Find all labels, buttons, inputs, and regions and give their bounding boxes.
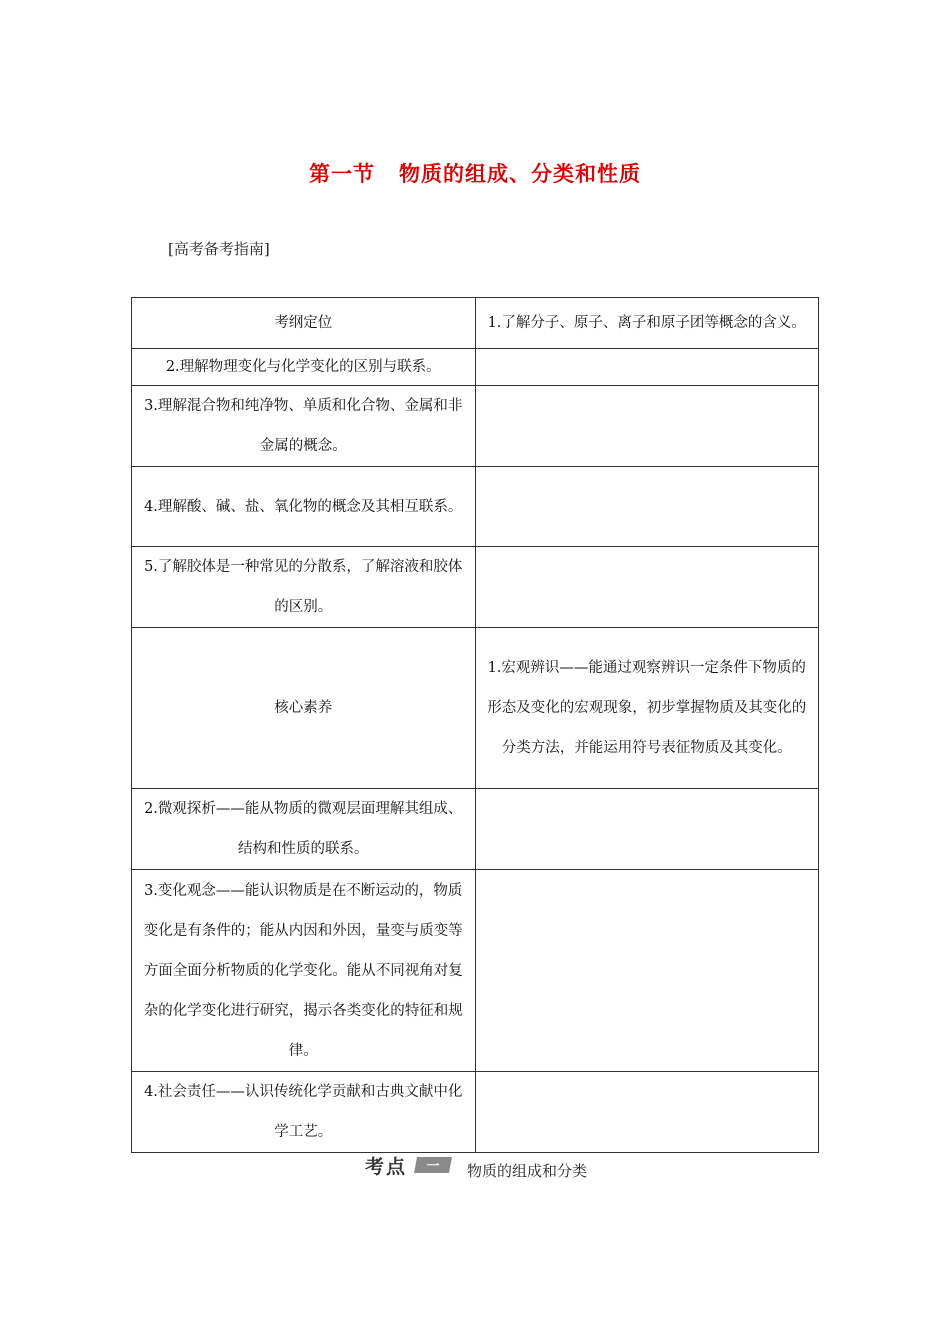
core-item-2: 2.微观探析——能从物质的微观层面理解其组成、结构和性质的联系。 bbox=[132, 789, 476, 870]
section-title: 物质的组成、分类和性质 bbox=[399, 162, 641, 186]
core-item-3: 3.变化观念——能认识物质是在不断运动的，物质变化是有条件的；能从内因和外因，量变与质变等方面全面分析物质的化学变化。能从不同视角对复杂的化学变化进行研究，揭示各类变化的特征和规律。 bbox=[132, 870, 476, 1072]
table-row bbox=[132, 789, 819, 870]
kaodian-badge-number: 一 bbox=[426, 1159, 440, 1174]
table-row bbox=[132, 298, 819, 349]
kaogang-item-4: 4.理解酸、碱、盐、氧化物的概念及其相互联系。 bbox=[132, 467, 476, 547]
core-item-1: 1.宏观辨识——能通过观察辨识一定条件下物质的形态及变化的宏观现象，初步掌握物质及其变化的分类方法，并能运用符号表征物质及其变化。 bbox=[475, 628, 819, 789]
kaogang-item-5: 5.了解胶体是一种常见的分散系，了解溶液和胶体的区别。 bbox=[132, 547, 476, 628]
table-row bbox=[132, 628, 819, 789]
kaodian-topic: 物质的组成和分类 bbox=[467, 1161, 588, 1180]
section-number: 第一节 bbox=[309, 162, 375, 186]
table-row bbox=[132, 349, 819, 386]
table-row bbox=[132, 1072, 819, 1153]
kaogang-item-2: 2.理解物理变化与化学变化的区别与联系。 bbox=[132, 349, 476, 386]
core-item-4: 4.社会责任——认识传统化学贡献和古典文献中化学工艺。 bbox=[132, 1072, 476, 1153]
kaodian-label: 考点 bbox=[365, 1155, 408, 1178]
kaogang-item-1: 1.了解分子、原子、离子和原子团等概念的含义。 bbox=[475, 298, 819, 349]
table-row bbox=[132, 870, 819, 1072]
page-title bbox=[0, 158, 950, 188]
table-row bbox=[132, 386, 819, 467]
kaodian-badge-icon bbox=[413, 1156, 453, 1174]
kaogang-item-3: 3.理解混合物和纯净物、单质和化合物、金属和非金属的概念。 bbox=[132, 386, 476, 467]
table-row bbox=[132, 547, 819, 628]
kaodian-header bbox=[365, 1150, 587, 1180]
core-heading: 核心素养 bbox=[132, 628, 476, 789]
guide-table bbox=[131, 297, 819, 1153]
guide-label: [高考备考指南] bbox=[168, 240, 270, 258]
kaogang-heading: 考纲定位 bbox=[132, 298, 476, 349]
table-row bbox=[132, 467, 819, 547]
